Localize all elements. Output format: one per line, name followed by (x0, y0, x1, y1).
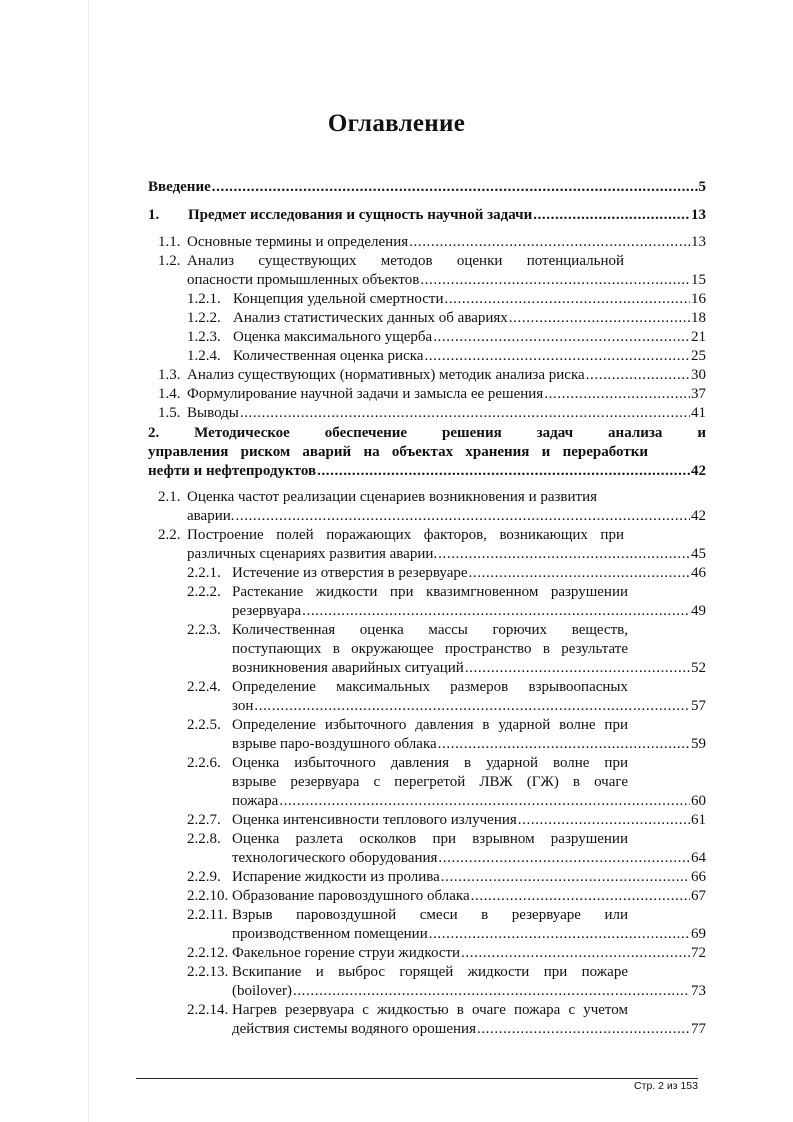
toc-page-number: 13 (691, 234, 706, 250)
toc-entry-number: 2.2.3. (187, 622, 221, 638)
toc-entry-s2-2-6-line2[interactable]: взрыве резервуара с перегретой ЛВЖ (ГЖ) в очаге (232, 774, 628, 790)
toc-page-number: 21 (691, 329, 706, 345)
toc-entry-s1-2-4[interactable] (233, 347, 706, 366)
dot-leader (477, 1020, 690, 1039)
toc-entry-number: 2.1. (158, 489, 181, 505)
toc-page-number: 66 (691, 869, 706, 885)
toc-entry-s2-2-13-line1[interactable]: Вскипание и выброс горящей жидкости при пожаре (232, 964, 628, 980)
toc-entry-s2-2-6[interactable] (232, 792, 706, 811)
toc-page-number: 67 (691, 888, 706, 904)
dot-leader (433, 328, 690, 347)
toc-page-number: 72 (691, 945, 706, 961)
dot-leader (544, 385, 690, 404)
toc-entry-number: 2.2.8. (187, 831, 221, 847)
toc-entry-s2-2-5-line1[interactable]: Определение избыточного давления в ударной волне при (232, 717, 628, 733)
toc-entry-s2-2-14-line1[interactable]: Нагрев резервуара с жидкостью в очаге пожара с учетом (232, 1002, 628, 1018)
toc-entry-s2-2-10[interactable] (232, 887, 706, 906)
dot-leader (302, 602, 690, 621)
toc-entry-label: технологического оборудования (232, 850, 438, 866)
toc-page-number: 41 (691, 405, 706, 421)
toc-entry-number: 1. (148, 207, 160, 223)
toc-entry-s2-2[interactable] (187, 545, 706, 564)
toc-page-number: 18 (691, 310, 706, 326)
toc-entry-s2-2-12[interactable] (232, 944, 706, 963)
toc-entry-label: Введение (148, 179, 211, 195)
dot-leader (469, 564, 690, 583)
toc-page-number: 52 (691, 660, 706, 676)
toc-page-number: 5 (698, 179, 706, 195)
dot-leader (279, 792, 690, 811)
toc-entry-label: Оценка максимального ущерба (233, 329, 433, 345)
toc-entry-label: резервуара (232, 603, 302, 619)
toc-entry-s1-4[interactable] (187, 385, 706, 404)
toc-entry-number: 1.2.3. (187, 329, 221, 345)
toc-page-number: 45 (691, 546, 706, 562)
toc-entry-number: 1.2.4. (187, 348, 221, 364)
toc-entry-number: 2.2.12. (187, 945, 229, 961)
toc-page-number: 69 (691, 926, 706, 942)
toc-entry-s2-2-4-line1[interactable]: Определение максимальных размеров взрывоопасных (232, 679, 628, 695)
footer-divider (136, 1078, 698, 1079)
toc-entry-label: Факельное горение струи жидкости (232, 945, 461, 961)
toc-entry-s2-2-1[interactable] (232, 564, 706, 583)
dot-leader (471, 887, 690, 906)
dot-leader (461, 944, 690, 963)
toc-entry-number: 1.1. (158, 234, 181, 250)
page-footer: Стр. 2 из 153 (634, 1080, 698, 1092)
toc-entry-s2-line1[interactable]: 2. Методическое обеспечение решения задач анализа и (148, 425, 706, 441)
dot-leader (438, 545, 690, 564)
toc-page-number: 46 (691, 565, 706, 581)
toc-page-number: 49 (691, 603, 706, 619)
toc-page-number: 37 (691, 386, 706, 402)
toc-entry-s2[interactable] (148, 462, 706, 481)
toc-page-number: 30 (691, 367, 706, 383)
toc-entry-label: Истечение из отверстия в резервуаре (232, 565, 468, 581)
toc-entry-s2-2-line1[interactable]: Построение полей поражающих факторов, возникающих при (187, 527, 624, 543)
dot-leader (533, 206, 690, 225)
dot-leader (429, 925, 690, 944)
toc-entry-label: Оценка интенсивности теплового излучения (232, 812, 517, 828)
toc-page-number: 13 (691, 207, 706, 223)
toc-entry-label: Концепция удельной смертности (233, 291, 444, 307)
dot-leader (254, 697, 690, 716)
toc-entry-label: Выводы (187, 405, 239, 421)
toc-entry-label: производственном помещении (232, 926, 428, 942)
toc-entry-s2-2-11[interactable] (232, 925, 706, 944)
toc-page-number: 64 (691, 850, 706, 866)
dot-leader (465, 659, 690, 678)
dot-leader (586, 366, 690, 385)
toc-entry-s1-2[interactable] (187, 271, 706, 290)
toc-entry-label: Предмет исследования и сущность научной задачи (188, 207, 533, 223)
toc-entry-label: нефти и нефтепродуктов (148, 463, 317, 479)
toc-entry-s1-2-1[interactable] (233, 290, 706, 309)
toc-entry-number: 2.2.4. (187, 679, 221, 695)
toc-entry-s2-2-14[interactable] (232, 1020, 706, 1039)
dot-leader (236, 507, 690, 526)
dot-leader (212, 178, 698, 197)
dot-leader (438, 849, 690, 868)
toc-entry-s1[interactable] (188, 206, 706, 225)
toc-entry-label: Образование паровоздушного облака (232, 888, 470, 904)
toc-entry-number: 1.2.2. (187, 310, 221, 326)
dot-leader (409, 233, 690, 252)
toc-entry-s2-2-2[interactable] (232, 602, 706, 621)
toc-entry-number: 1.2. (158, 253, 181, 269)
toc-entry-label: возникновения аварийных ситуаций (232, 660, 464, 676)
toc-entry-label: Основные термины и определения (187, 234, 409, 250)
toc-page-number: 42 (691, 463, 706, 479)
toc-entry-number: 2.2.9. (187, 869, 221, 885)
dot-leader (444, 290, 690, 309)
toc-entry-s2-2-4[interactable] (232, 697, 706, 716)
toc-entry-label: Испарение жидкости из пролива (232, 869, 440, 885)
toc-entry-number: 2.2.1. (187, 565, 221, 581)
toc-page-number: 15 (691, 272, 706, 288)
toc-entry-s2-2-7[interactable] (232, 811, 706, 830)
toc-page-number: 73 (691, 983, 706, 999)
toc-entry-label: различных сценариях развития аварии. (187, 546, 438, 562)
toc-entry-label: аварии. (187, 508, 235, 524)
toc-page-number: 25 (691, 348, 706, 364)
toc-entry-s1-2-2[interactable] (233, 309, 706, 328)
toc-entry-number: 1.3. (158, 367, 181, 383)
toc-entry-number: 2.2.10. (187, 888, 229, 904)
toc-entry-label: опасности промышленных объектов (187, 272, 420, 288)
toc-entry-s2-2-13[interactable] (232, 982, 706, 1001)
toc-entry-label: Анализ статистических данных об авариях (233, 310, 508, 326)
toc-entry-number: 2.2.6. (187, 755, 221, 771)
toc-entry-label: Анализ существующих (нормативных) методик анализа риска (187, 367, 585, 383)
toc-entry-s2-1[interactable] (187, 507, 706, 526)
toc-entry-number: 2.2.13. (187, 964, 229, 980)
toc-entry-label: пожара (232, 793, 279, 809)
toc-entry-number: 1.4. (158, 386, 181, 402)
toc-entry-s2-2-5[interactable] (232, 735, 706, 754)
toc-entry-s2-2-6-line1[interactable]: Оценка избыточного давления в ударной волне при (232, 755, 628, 771)
toc-page-number: 61 (691, 812, 706, 828)
toc-entry-number: 2.2. (158, 527, 181, 543)
dot-leader (441, 868, 690, 887)
toc-page-number: 57 (691, 698, 706, 714)
toc-page-number: 60 (691, 793, 706, 809)
toc-entry-s2-line2[interactable]: управления риском аварий на объектах хранения и переработки (148, 444, 648, 460)
toc-entry-s1-2-3[interactable] (233, 328, 706, 347)
dot-leader (509, 309, 690, 328)
toc-entry-s1-3[interactable] (187, 366, 706, 385)
dot-leader (240, 404, 690, 423)
toc-entry-label: зон (232, 698, 254, 714)
toc-page-number: 42 (691, 508, 706, 524)
toc-page-number: 59 (691, 736, 706, 752)
toc-entry-number: 1.5. (158, 405, 181, 421)
toc-entry-label: (boilover) (232, 983, 292, 999)
dot-leader (420, 271, 690, 290)
dot-leader (518, 811, 690, 830)
toc-entry-s2-1-line1[interactable]: Оценка частот реализации сценариев возникновения и развития (187, 489, 598, 505)
toc-entry-number: 1.2.1. (187, 291, 221, 307)
toc-entry-label: Формулирование научной задачи и замысла ее решения (187, 386, 544, 402)
dot-leader (438, 735, 690, 754)
dot-leader (424, 347, 690, 366)
toc-entry-number: 2.2.7. (187, 812, 221, 828)
toc-entry-s2-2-3-line2[interactable]: поступающих в окружающее пространство в результате (232, 641, 628, 657)
toc-entry-s2-2-9[interactable] (232, 868, 706, 887)
toc-entry-s2-2-8[interactable] (232, 849, 706, 868)
toc-entry-s1-2-line1[interactable]: Анализ существующих методов оценки потенциальной (187, 253, 624, 269)
toc-entry-number: 2.2.14. (187, 1002, 229, 1018)
toc-entry-s1-1[interactable] (187, 233, 706, 252)
toc-page-number: 16 (691, 291, 706, 307)
toc-entry-intro[interactable] (148, 178, 706, 197)
toc-entry-s2-2-11-line1[interactable]: Взрыв паровоздушной смеси в резервуаре или (232, 907, 628, 923)
toc-entry-number: 2.2.5. (187, 717, 221, 733)
toc-entry-number: 2.2.2. (187, 584, 221, 600)
toc-entry-s2-2-2-line1[interactable]: Растекание жидкости при квазимгновенном разрушении (232, 584, 628, 600)
toc-entry-s1-5[interactable] (187, 404, 706, 423)
toc-entry-label: действия системы водяного орошения (232, 1021, 476, 1037)
toc-entry-label: Количественная оценка риска (233, 348, 424, 364)
toc-entry-s2-2-3-line1[interactable]: Количественная оценка массы горючих веществ, (232, 622, 628, 638)
dot-leader (317, 462, 690, 481)
toc-entry-s2-2-3[interactable] (232, 659, 706, 678)
page-title: Оглавление (327, 110, 466, 137)
toc-entry-s2-2-8-line1[interactable]: Оценка разлета осколков при взрывном разрушении (232, 831, 628, 847)
dot-leader (293, 982, 690, 1001)
toc-page-number: 77 (691, 1021, 706, 1037)
toc-entry-number: 2.2.11. (187, 907, 228, 923)
toc-entry-label: взрыве паро-воздушного облака (232, 736, 437, 752)
